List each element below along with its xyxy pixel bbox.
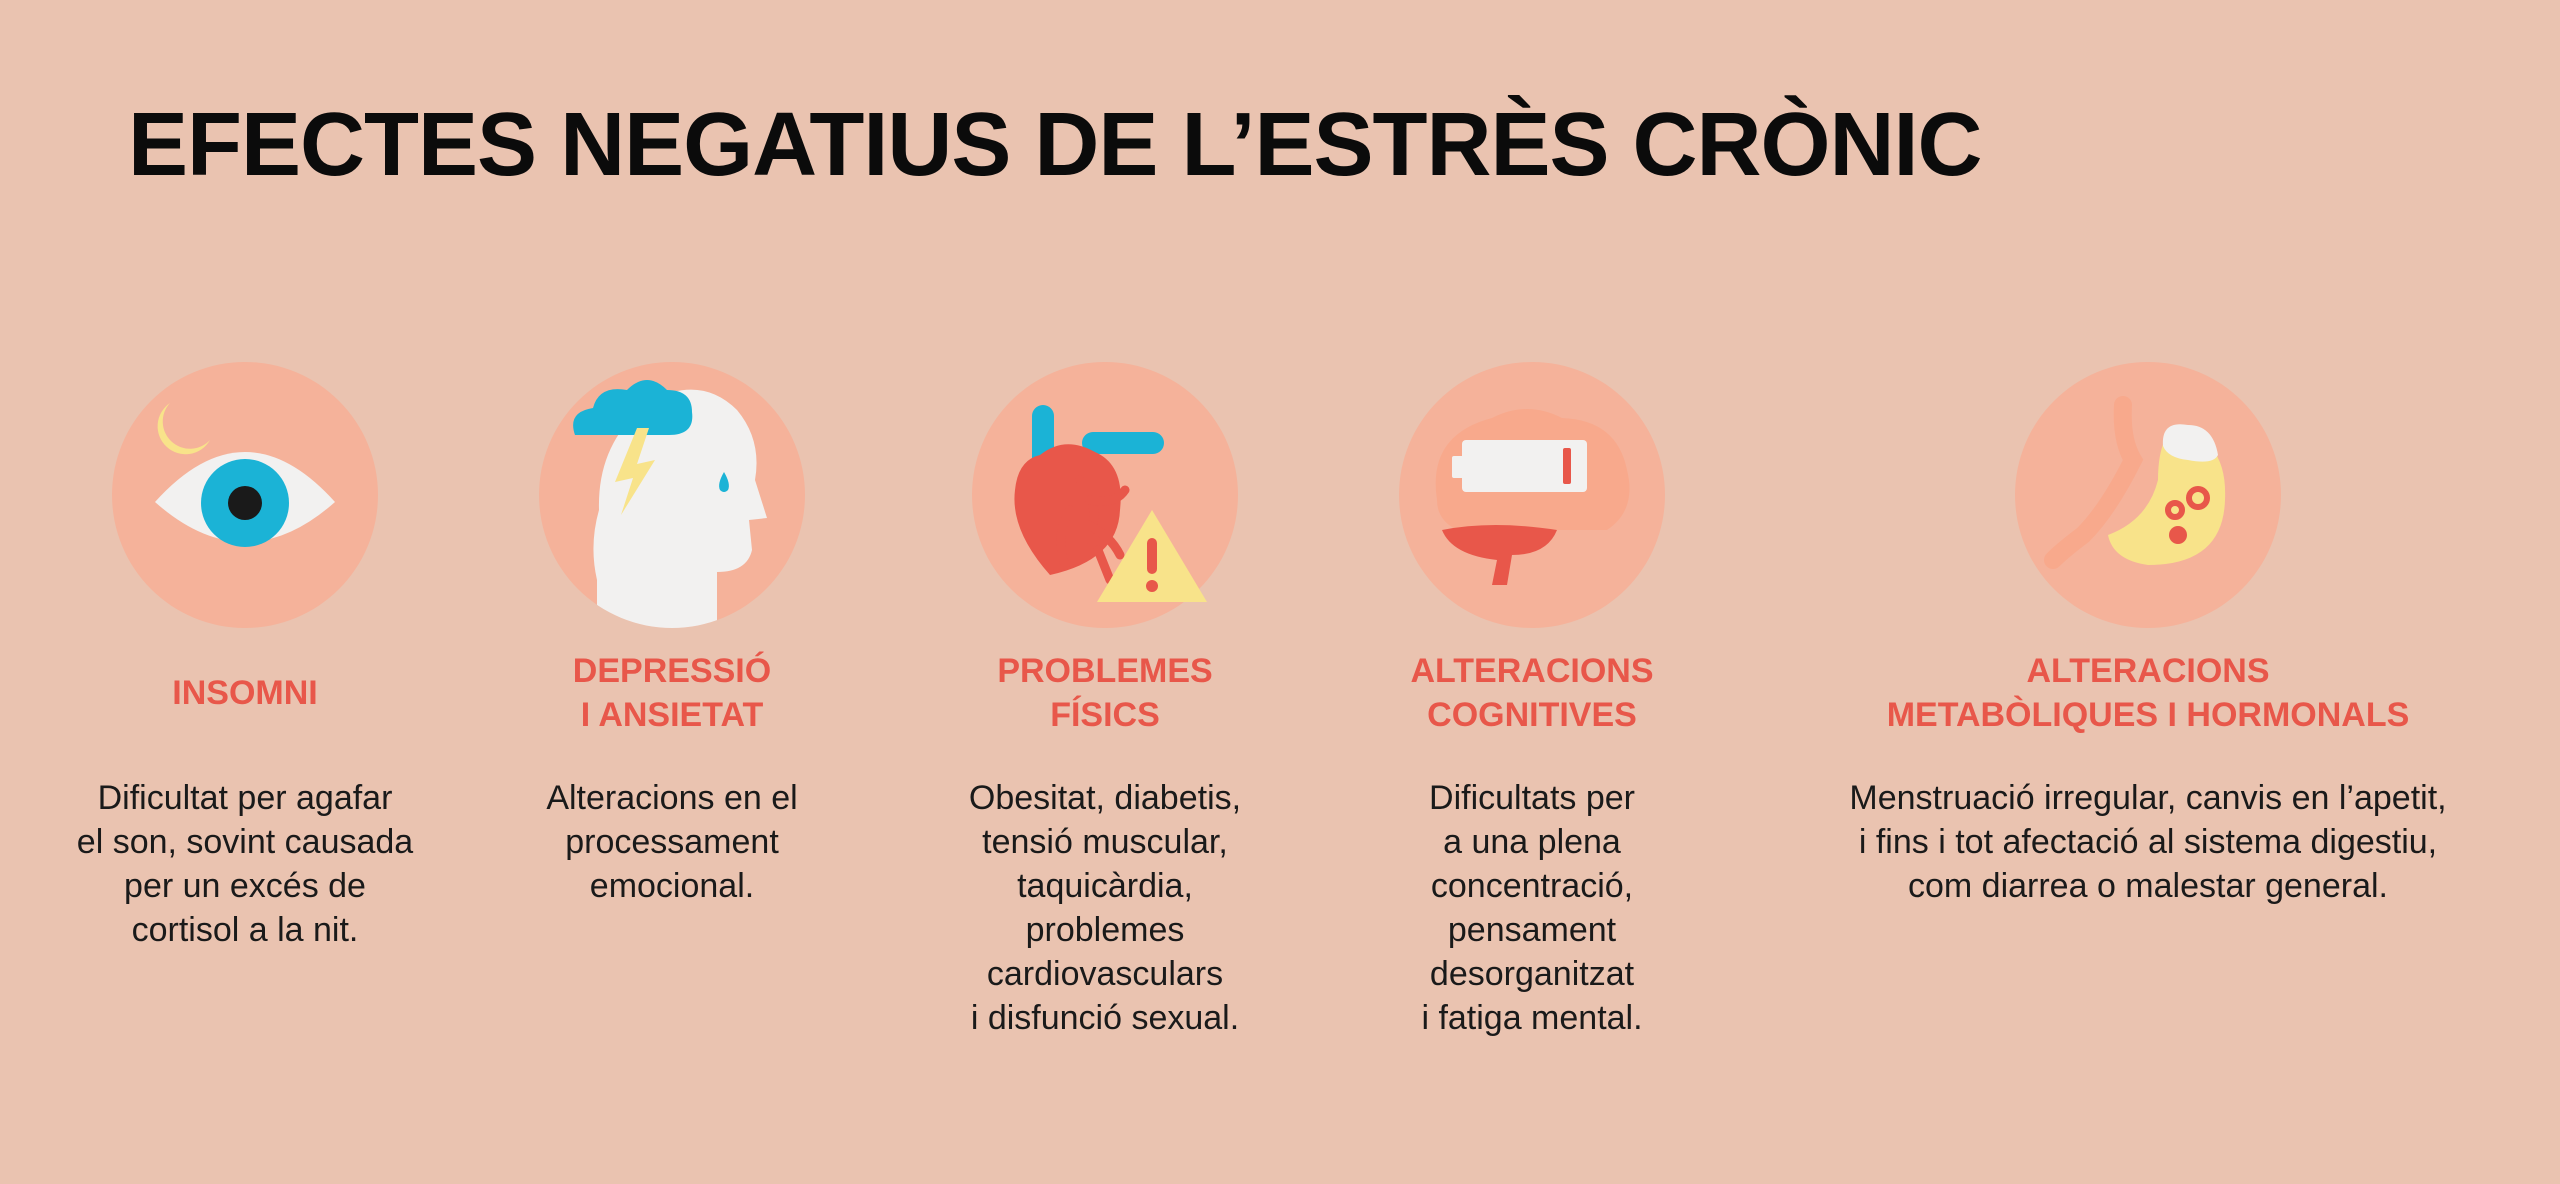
card-alteracions-cognitives [1332, 360, 1732, 1040]
heart-warning-icon [970, 360, 1240, 630]
card-description: Dificultat per agafar el son, sovint causada per un excés de cortisol a la nit. [76, 779, 414, 949]
stomach-icon [2013, 360, 2283, 630]
eye-moon-icon [110, 360, 380, 630]
card-title: ALTERACIONS COGNITIVES [1410, 652, 1654, 734]
card-insomni [45, 360, 445, 952]
card-problemes-fisics [905, 360, 1305, 1040]
head-storm-icon [537, 360, 807, 630]
card-alteracions-metaboliques [1798, 360, 2498, 908]
card-description: Menstruació irregular, canvis en l’apetit, i fins i tot afectació al sistema digestiu, com diarrea o malestar general. [1849, 779, 2447, 905]
card-description: Dificultats per a una plena concentració, pensament desorganitzat i fatiga mental. [1421, 779, 1643, 1037]
card-title: PROBLEMES FÍSICS [997, 652, 1213, 734]
card-title: ALTERACIONS METABÒLIQUES I HORMONALS [1886, 652, 2410, 734]
card-title: INSOMNI [172, 674, 318, 712]
page-title: EFECTES NEGATIUS DE L’ESTRÈS CRÒNIC [128, 95, 1982, 195]
brain-battery-icon [1397, 360, 1667, 630]
card-description: Alteracions en el processament emocional. [546, 779, 798, 905]
card-title: DEPRESSIÓ I ANSIETAT [572, 652, 772, 734]
card-depressio [472, 360, 872, 908]
card-description: Obesitat, diabetis, tensió muscular, taquicàrdia, problemes cardiovasculars i disfunció sexual. [968, 779, 1242, 1037]
